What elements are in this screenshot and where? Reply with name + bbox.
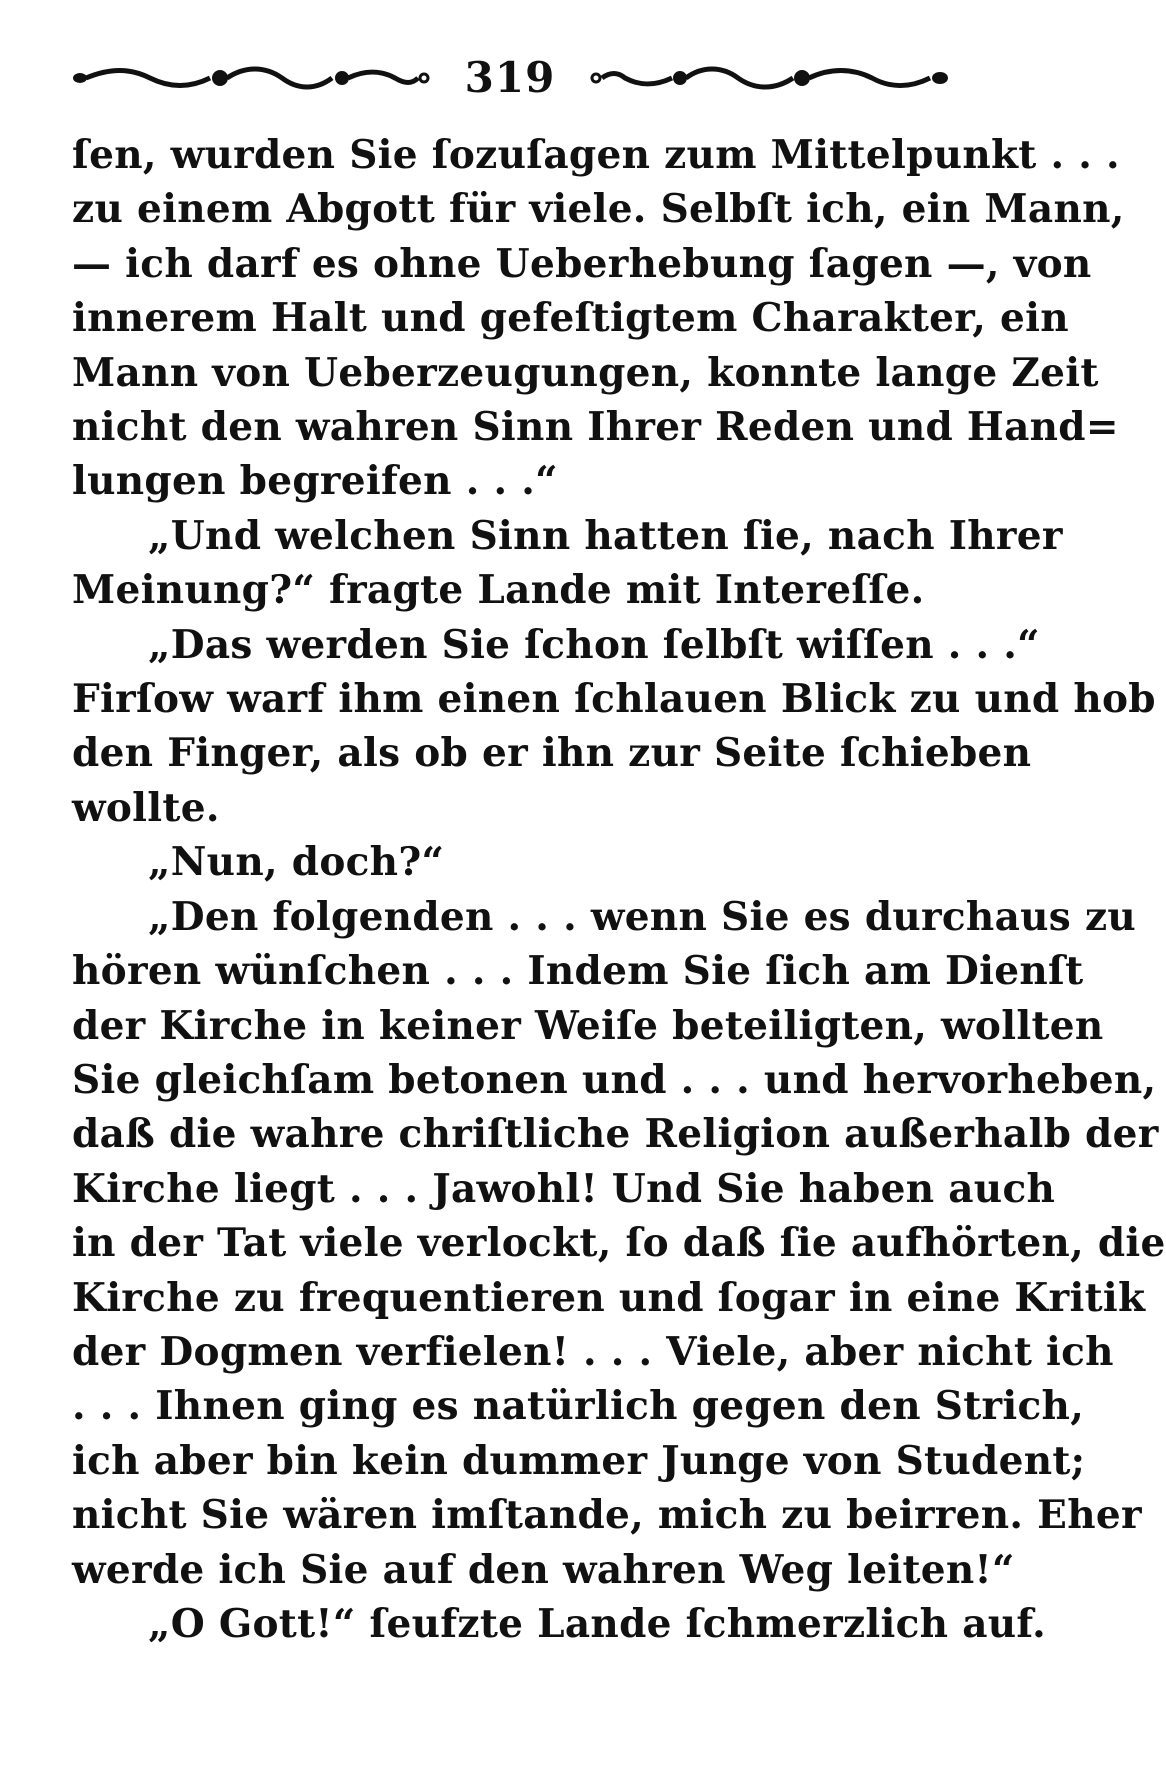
text-line-content: „Das werden Sie ſchon ſelbſt wiſſen . . .“ [148, 621, 1040, 668]
text-line [72, 1379, 1085, 1433]
text-line [72, 835, 948, 889]
text-line-content: lungen begreifen . . .“ [72, 458, 558, 505]
text-line [72, 1543, 1015, 1597]
text-line-content: daß die wahre chriſtliche Religion außerhalb der [72, 1111, 1159, 1158]
text-line [72, 454, 948, 508]
text-line-content: werde ich Sie auf den wahren Weg leiten!“ [72, 1546, 1015, 1593]
text-line [72, 346, 1099, 400]
text-line-content: „O Gott!“ ſeufzte Lande ſchmerzlich auf. [148, 1600, 1046, 1647]
text-line [72, 890, 1137, 944]
text-line [72, 182, 1125, 236]
text-line-content: . . . Ihnen ging es natürlich gegen den Strich, [72, 1383, 1085, 1430]
text-line [72, 509, 1063, 563]
text-line [72, 999, 1104, 1053]
text-line [72, 291, 1069, 345]
text-line-content: den Finger, als ob er ihn zur Seite ſchieben [72, 730, 1032, 777]
text-line-content: der Kirche in keiner Weiſe beteiligten, wollten [72, 1002, 1104, 1049]
text-line-content: „Und welchen Sinn hatten ſie, nach Ihrer [148, 512, 1063, 559]
text-line-content: Kirche liegt . . . Jawohl! Und Sie haben auch [72, 1165, 1056, 1212]
text-line [72, 1434, 1086, 1488]
text-line-content: innerem Halt und gefeſtigtem Charakter, ein [72, 295, 1069, 342]
text-line [72, 128, 1120, 182]
page-number: 319 [464, 53, 556, 102]
text-line-content: Firſow warf ihm einen ſchlauen Blick zu und hob [72, 676, 1156, 723]
text-line [72, 1597, 1046, 1651]
text-line-content: nicht Sie wären imſtande, mich zu beirren. Eher [72, 1492, 1142, 1539]
text-line-content: zu einem Abgott für viele. Selbſt ich, ein Mann, [72, 186, 1125, 233]
text-line-content: nicht den wahren Sinn Ihrer Reden und Hand= [72, 404, 1119, 451]
text-line-content: Sie gleichſam betonen und . . . und hervorheben, [72, 1056, 1157, 1103]
text-line [72, 726, 1032, 780]
text-line [72, 563, 948, 617]
text-line [72, 1216, 1166, 1270]
text-line [72, 237, 1092, 291]
text-line-content: der Dogmen verfielen! . . . Viele, aber nicht ich [72, 1328, 1114, 1375]
page-header [70, 48, 950, 108]
text-line [72, 781, 948, 835]
text-line-content: Meinung?“ fragte Lande mit Intereſſe. [72, 567, 925, 614]
text-line-content: „Den folgenden . . . wenn Sie es durchaus zu [148, 893, 1137, 940]
text-line-content: Kirche zu frequentieren und ſogar in eine Kritik [72, 1274, 1146, 1321]
text-line-content: in der Tat viele verlockt, ſo daß ſie aufhörten, die [72, 1220, 1166, 1267]
text-line-content: ſen, wurden Sie ſozuſagen zum Mittelpunkt . . . [72, 132, 1120, 178]
text-line-content: hören wünſchen . . . Indem Sie ſich am Dienſt [72, 948, 1084, 995]
text-line [72, 1107, 1159, 1161]
text-line [72, 400, 1119, 454]
text-line [72, 1053, 1157, 1107]
text-line [72, 672, 1156, 726]
left-ornament-icon [70, 64, 430, 92]
text-line [72, 944, 1084, 998]
right-ornament-icon [590, 64, 950, 92]
text-line [72, 1488, 1142, 1542]
text-line-content: „Nun, doch?“ [148, 839, 445, 886]
text-line [72, 618, 1040, 672]
text-line [72, 1162, 1056, 1216]
text-line-content: ich aber bin kein dummer Junge von Student; [72, 1437, 1086, 1484]
text-line [72, 1325, 1114, 1379]
text-line-content: wollte. [72, 784, 220, 831]
text-line [72, 1271, 1146, 1325]
text-line-content: Mann von Ueberzeugungen, konnte lange Zeit [72, 349, 1099, 396]
body-text [72, 128, 1166, 1651]
text-line-content: — ich darf es ohne Ueberhebung ſagen —, von [72, 240, 1092, 287]
